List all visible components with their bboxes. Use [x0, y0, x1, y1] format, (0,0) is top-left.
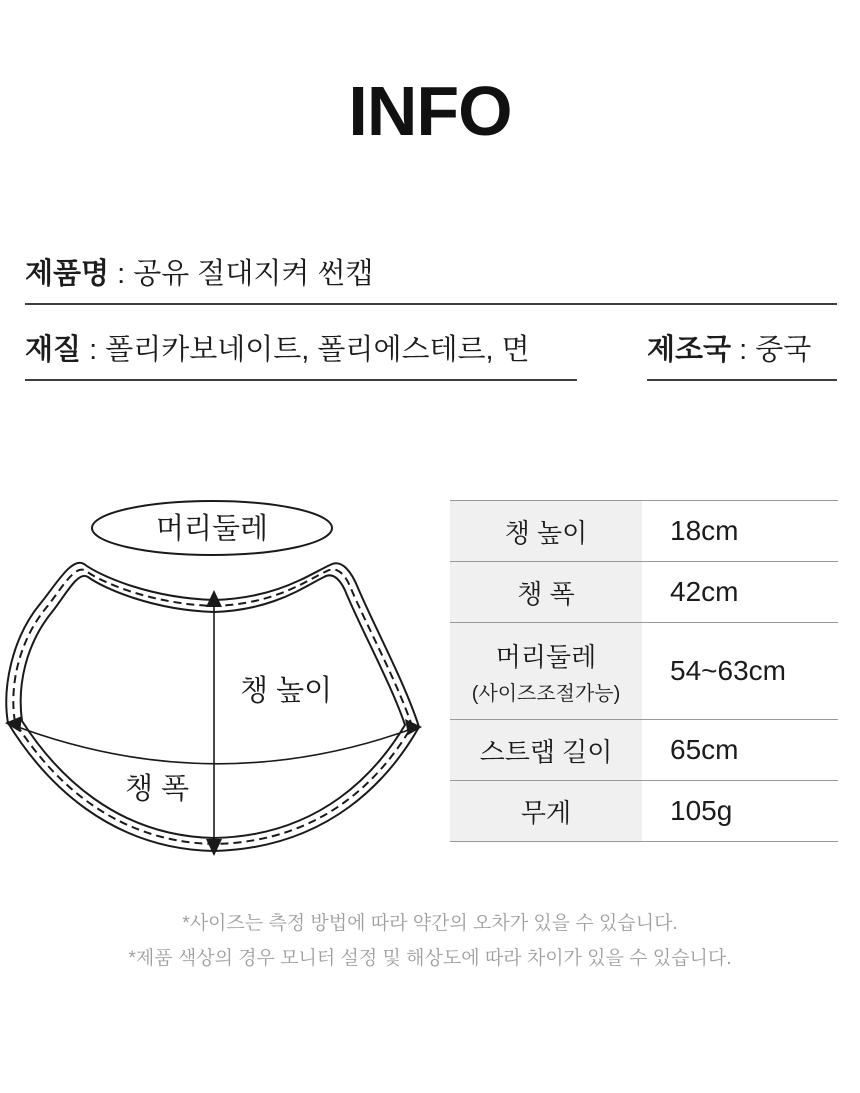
product-name-row [25, 256, 837, 305]
origin-label: 제조국 [647, 334, 732, 366]
footnote-size-disclaimer: *사이즈는 측정 방법에 따라 약간의 오차가 있을 수 있습니다. [182, 913, 678, 934]
brim-height-label: 챙 높이 [240, 675, 333, 707]
table-row [450, 720, 838, 781]
spec-label: 스트랩 길이 [479, 736, 613, 767]
spec-label: 머리둘레 [495, 641, 597, 672]
product-name-value: 공유 절대지켜 썬캡 [133, 258, 374, 290]
size-spec-table [450, 500, 838, 842]
spec-label: 챙 폭 [517, 578, 575, 609]
table-row [450, 623, 838, 720]
material-value: 폴리카보네이트, 폴리에스테르, 면 [105, 334, 530, 366]
head-circumference-label: 머리둘레 [155, 513, 269, 545]
cap-inner-outline [21, 575, 405, 838]
page-title: INFO [348, 72, 512, 150]
material-row [25, 332, 577, 381]
origin-value: 중국 [755, 334, 812, 366]
table-row [450, 781, 838, 842]
spec-label-cell [450, 781, 642, 841]
spec-sublabel: (사이즈조절가능) [471, 682, 621, 705]
spec-label-cell [450, 562, 642, 622]
product-name-label: 제품명 [25, 258, 110, 290]
spec-label-cell [450, 623, 642, 719]
spec-value-cell: 18cm [642, 501, 838, 561]
table-row [450, 562, 838, 623]
spec-label: 챙 높이 [504, 517, 588, 548]
suncap-size-diagram [0, 478, 445, 873]
colon-separator: : [731, 334, 756, 366]
table-row [450, 501, 838, 562]
cap-stitch-dashed-line [13, 569, 412, 844]
colon-separator: : [109, 258, 134, 290]
origin-row [647, 332, 837, 381]
brim-width-label: 챙 폭 [124, 773, 190, 805]
colon-separator: : [81, 334, 106, 366]
suncap-diagram-svg [0, 478, 445, 873]
spec-value-cell: 42cm [642, 562, 838, 622]
spec-label: 무게 [520, 797, 572, 828]
brim-height-arrowhead-top [206, 590, 222, 607]
spec-value-cell: 65cm [642, 720, 838, 780]
spec-label-cell [450, 501, 642, 561]
spec-label-cell [450, 720, 642, 780]
material-label: 재질 [25, 334, 82, 366]
brim-height-arrowhead-bottom [206, 839, 222, 856]
spec-value-cell: 105g [642, 781, 838, 841]
spec-value-cell: 54~63cm [642, 623, 838, 719]
footnote-color-disclaimer: *제품 색상의 경우 모니터 설정 및 해상도에 따라 차이가 있을 수 있습니다. [128, 948, 732, 969]
